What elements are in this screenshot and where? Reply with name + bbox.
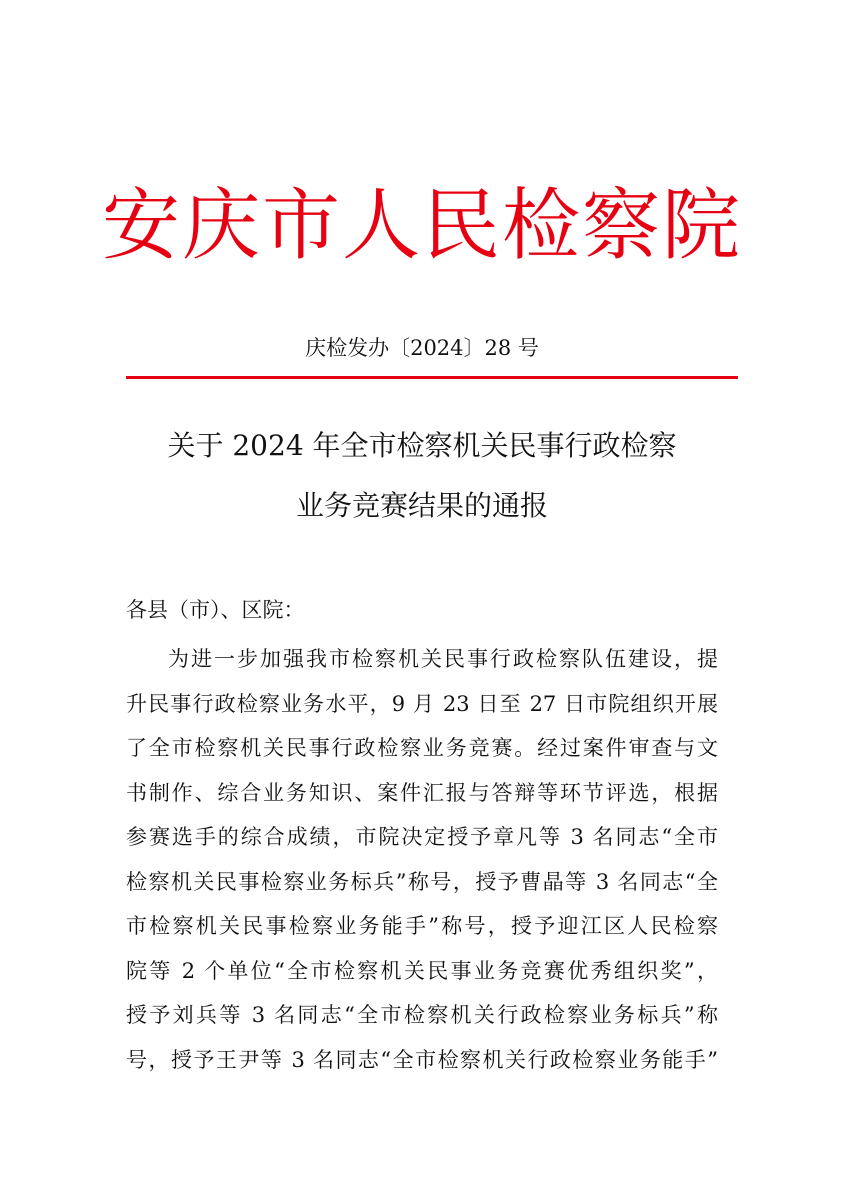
issuing-organization-header: 安庆市人民检察院 <box>101 181 742 271</box>
body-line: 书制作、综合业务知识、案件汇报与答辩等环节评选，根据 <box>126 780 718 805</box>
body-line: 了全市检察机关民事行政检察业务竞赛。经过案件审查与文 <box>126 736 718 760</box>
salutation: 各县（市）、区院： <box>126 598 305 622</box>
document-title <box>126 416 718 536</box>
body-line: 授予刘兵等 3 名同志“全市检察机关行政检察业务标兵”称 <box>126 1003 718 1027</box>
document-number: 庆检发办〔2024〕28 号 <box>305 336 539 360</box>
body-line: 检察机关民事检察业务标兵”称号，授予曹晶等 3 名同志“全 <box>126 869 718 894</box>
body-line: 参赛选手的综合成绩，市院决定授予章凡等 3 名同志“全市 <box>126 825 718 849</box>
document-title-line-2: 业务竞赛结果的通报 <box>295 489 548 522</box>
body-paragraph <box>126 637 718 1082</box>
document-title-line-1: 关于 2024 年全市检察机关民事行政检察 <box>167 429 677 462</box>
red-divider-line <box>126 376 738 379</box>
body-line: 升民事行政检察业务水平，9 月 23 日至 27 日市院组织开展 <box>126 691 718 716</box>
body-line: 为进一步加强我市检察机关民事行政检察队伍建设，提 <box>168 647 718 671</box>
body-line: 市检察机关民事检察业务能手”称号，授予迎江区人民检察 <box>126 914 718 938</box>
body-line: 号，授予王尹等 3 名同志“全市检察机关行政检察业务能手” <box>126 1047 718 1072</box>
body-line: 院等 2 个单位“全市检察机关民事业务竞赛优秀组织奖”， <box>126 958 718 983</box>
